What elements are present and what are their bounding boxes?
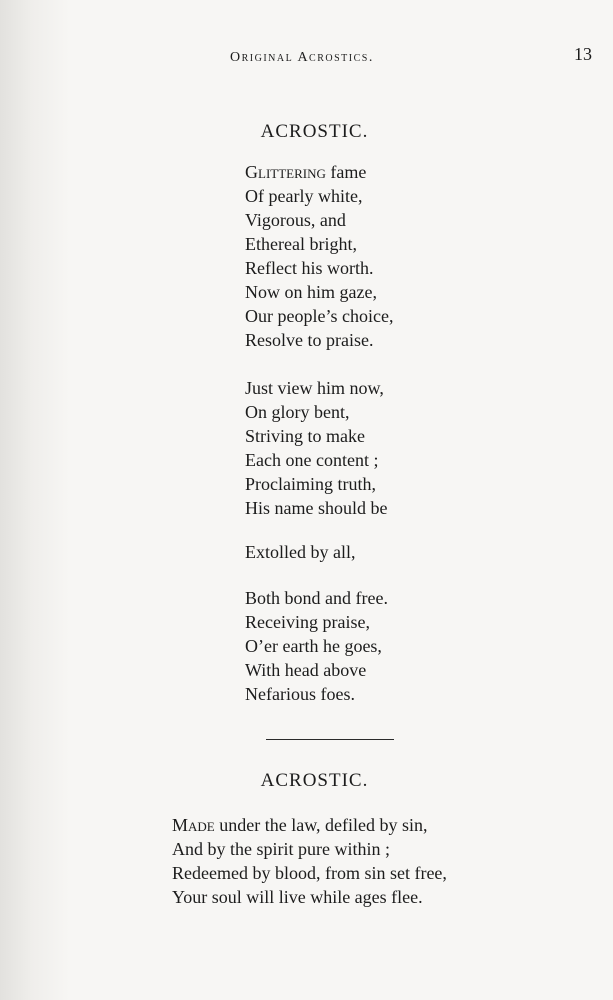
poem-1-stanza-1 [245, 160, 393, 352]
poem-2-title: ACROSTIC. [260, 770, 369, 791]
poem-line: Ethereal bright, [245, 234, 357, 254]
poem-line: Nefarious foes. [245, 684, 355, 704]
poem-1-stanza-4 [245, 586, 388, 706]
poem-2-quatrain [172, 813, 447, 909]
poem-line: Our people’s choice, [245, 306, 394, 326]
poem-line: Each one content ; [245, 450, 379, 470]
first-line-rest: fame [325, 162, 367, 182]
poem-1-stanza-3 [245, 540, 355, 564]
page-number: 13 [574, 44, 592, 64]
first-word-small-caps: Glittering [245, 162, 326, 182]
poem-line: Vigorous, and [245, 210, 346, 230]
poem-line: Striving to make [245, 426, 365, 446]
poem-line: Just view him now, [245, 378, 384, 398]
poem-line: Of pearly white, [245, 186, 363, 206]
poem-line [172, 813, 447, 837]
running-head: Original Acrostics. [230, 50, 374, 65]
poem-line: Both bond and free. [245, 588, 388, 608]
poem-line: With head above [245, 660, 367, 680]
poem-line: Reflect his worth. [245, 258, 374, 278]
poem-1-stanza-2 [245, 376, 387, 520]
poem-line: His name should be [245, 498, 388, 518]
gutter-shadow [0, 0, 70, 1000]
poem-line: On glory bent, [245, 402, 350, 422]
poem-line: Resolve to praise. [245, 330, 374, 350]
poem-line: Proclaiming truth, [245, 474, 376, 494]
poem-1-title: ACROSTIC. [260, 121, 369, 142]
first-line-rest: under the law, defiled by sin, [214, 815, 428, 835]
poem-line: And by the spirit pure within ; [172, 839, 390, 859]
poem-line [245, 160, 393, 184]
poem-line: Redeemed by blood, from sin set free, [172, 863, 447, 883]
poem-line: Receiving praise, [245, 612, 370, 632]
first-word-small-caps: Made [172, 815, 215, 835]
poem-line: Now on him gaze, [245, 282, 377, 302]
poem-line: O’er earth he goes, [245, 636, 382, 656]
poem-line: Your soul will live while ages flee. [172, 887, 423, 907]
section-divider-rule [266, 739, 394, 740]
poem-line: Extolled by all, [245, 542, 356, 562]
